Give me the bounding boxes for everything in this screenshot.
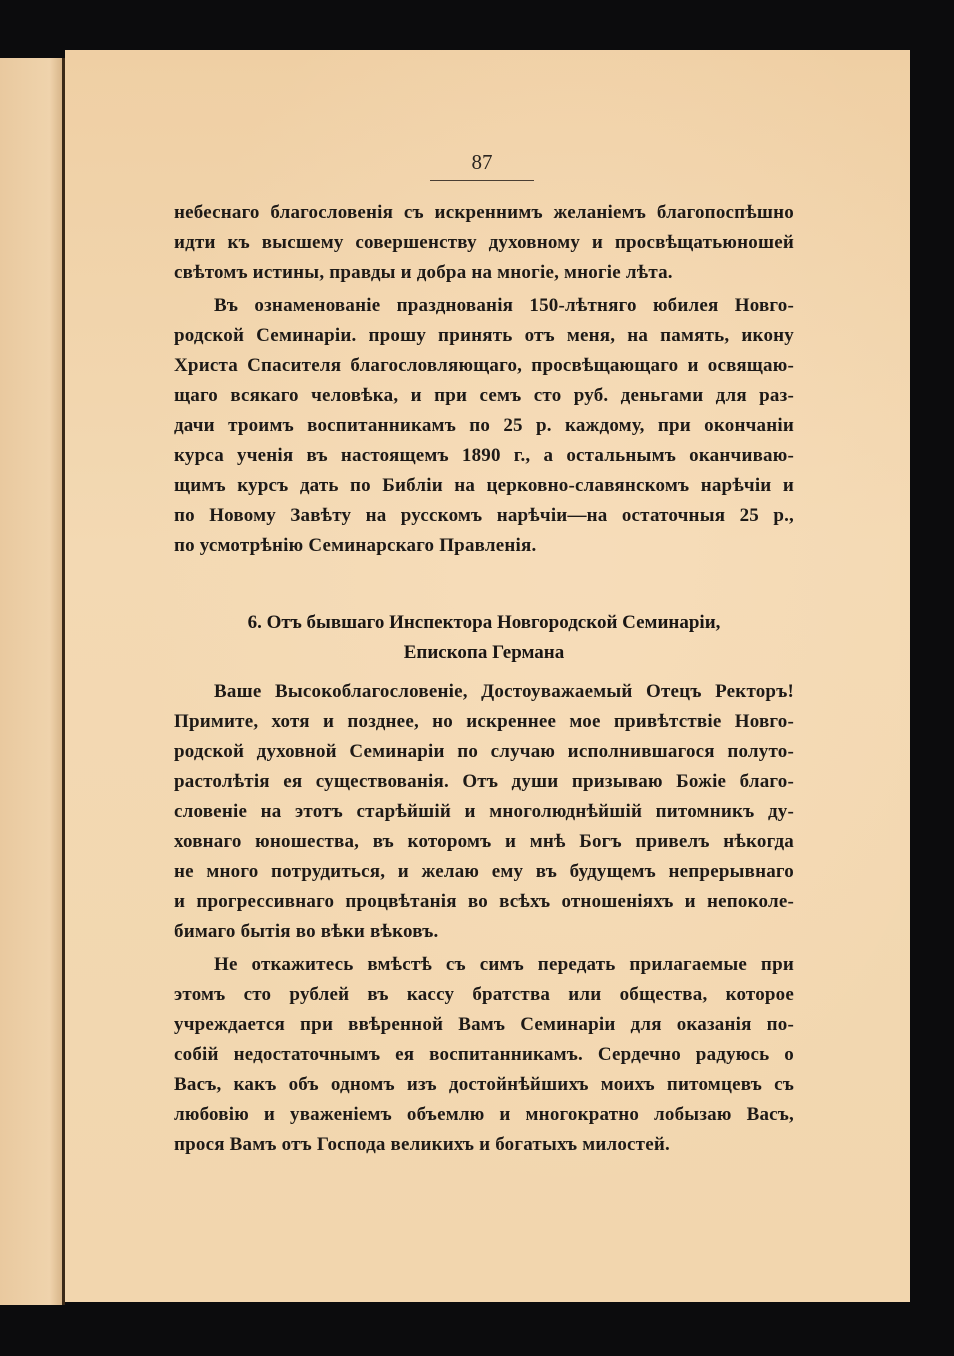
paragraph-donation	[174, 950, 794, 1160]
text-line: собій недостаточнымъ ея воспитанникамъ. Сердечно радуюсь о	[174, 1044, 794, 1065]
text-line: словеніе на этотъ старѣйшій и многолюднѣйшій питомникъ ду-	[174, 801, 794, 822]
text-line: растолѣтія ея существованія. Отъ души призываю Божіе благо-	[174, 771, 794, 792]
text-line: щимъ курсъ дать по Библіи на церковно-славянскомъ нарѣчіи и	[174, 475, 794, 496]
text-line: ховнаго юношества, въ которомъ и мнѣ Богъ привелъ нѣкогда	[174, 831, 794, 852]
text-line: свѣтомъ истины, правды и добра на многіе, многіе лѣта.	[174, 262, 673, 283]
text-line: не много потрудиться, и желаю ему въ будущемъ непрерывнаго	[174, 861, 794, 882]
text-line: родской Семинаріи. прошу принять отъ меня, на память, икону	[174, 325, 794, 346]
text-line: прося Вамъ отъ Господа великихъ и богатыхъ милостей.	[174, 1134, 670, 1155]
section-heading-line-2: Епископа Германа	[403, 642, 565, 663]
text-line: этомъ сто рублей въ кассу братства или общества, которое	[174, 984, 794, 1005]
paragraph-icon-gift	[174, 291, 794, 561]
section-heading	[174, 608, 794, 668]
section-heading-line-1: 6. Отъ бывшаго Инспектора Новгородской Семинаріи,	[247, 612, 721, 633]
text-line: Въ ознаменованіе празднованія 150-лѣтняго юбилея Новго-	[214, 295, 794, 316]
text-line: Ваше Высокоблагословеніе, Достоуважаемый Отецъ Ректоръ!	[214, 681, 794, 702]
paragraph-continuation	[174, 198, 794, 288]
text-line: щаго всякаго человѣка, и при семъ сто руб. деньгами для раз-	[174, 385, 794, 406]
text-line: небеснаго благословенія съ искреннимъ желаніемъ благопоспѣшно	[174, 202, 794, 223]
text-line: Васъ, какъ объ одномъ изъ достойнѣйшихъ моихъ питомцевъ съ	[174, 1074, 794, 1095]
text-line: дачи троимъ воспитанникамъ по 25 р. каждому, при окончаніи	[174, 415, 794, 436]
text-line: учреждается при ввѣренной Вамъ Семинаріи для оказанія по-	[174, 1014, 794, 1035]
text-line: родской духовной Семинаріи по случаю исполнившагося полуто-	[174, 741, 794, 762]
text-line: и прогрессивнаго процвѣтанія во всѣхъ отношеніяхъ и непоколе-	[174, 891, 794, 912]
facing-page-edge	[0, 58, 62, 1305]
page-number: 87	[471, 150, 493, 174]
text-line: любовію и уваженіемъ объемлю и многократно лобызаю Васъ,	[174, 1104, 794, 1125]
text-line: бимаго бытія во вѣки вѣковъ.	[174, 921, 439, 942]
page-number-rule	[430, 180, 534, 181]
text-line: Примите, хотя и позднее, но искреннее мое привѣтствіе Новго-	[174, 711, 794, 732]
text-line: по усмотрѣнію Семинарскаго Правленія.	[174, 535, 537, 556]
text-line: курса ученія въ настоящемъ 1890 г., а остальнымъ оканчиваю-	[174, 445, 794, 466]
text-line: Не откажитесь вмѣстѣ съ симъ передать прилагаемые при	[214, 954, 794, 975]
text-line: Христа Спасителя благословляющаго, просвѣщающаго и освящаю-	[174, 355, 794, 376]
text-line: по Новому Завѣту на русскомъ нарѣчіи—на остаточныя 25 р.,	[174, 505, 794, 526]
paragraph-greeting	[174, 677, 794, 947]
text-line: идти къ высшему совершенству духовному и просвѣщатьюношей	[174, 232, 794, 253]
